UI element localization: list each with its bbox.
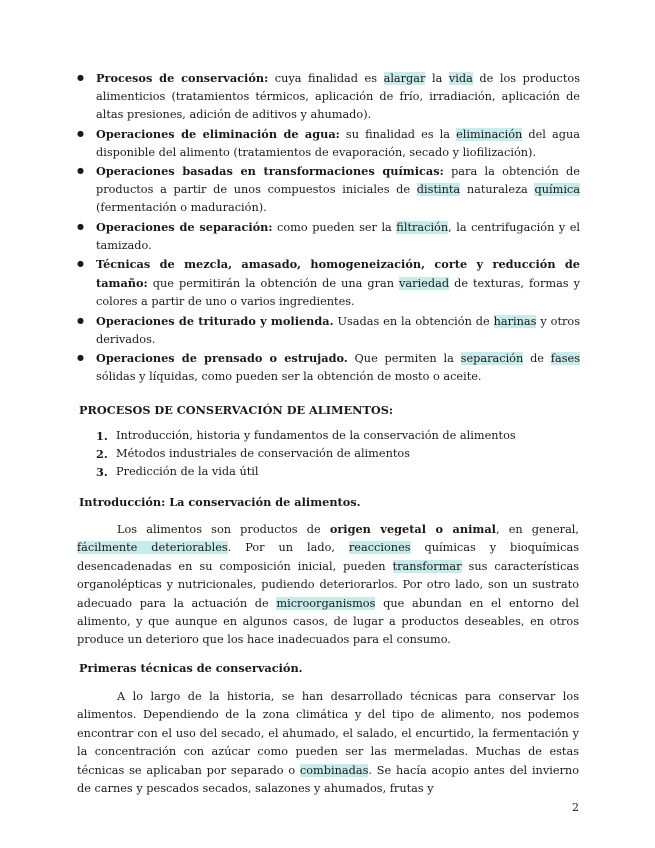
highlighted-term: reacciones [348, 541, 411, 555]
highlighted-term: distinta [416, 183, 461, 197]
heading-primeras-tecnicas: Primeras técnicas de conservación. [79, 661, 303, 675]
highlighted-term: química [534, 183, 580, 197]
bullet-item: ● Procesos de conservación: cuya finalidad es alargar la vida de los productos alimenticios (tratamientos térmicos, aplicación de frío, irradiación, aplicación de altas presiones, adición de aditivos y ahumado). [96, 69, 580, 125]
bullet-item: ● Operaciones de separación: como pueden ser la filtración, la centrifugación y el tamizado. [96, 218, 580, 255]
highlighted-term: eliminación [456, 127, 523, 141]
highlighted-term: transformar [392, 559, 462, 573]
highlighted-term: microorganismos [276, 596, 376, 610]
bullet-item-title: Operaciones de eliminación de agua: [96, 126, 340, 141]
highlighted-term: fases [550, 352, 580, 366]
item-number: 2. [96, 447, 108, 462]
section-title: PROCESOS DE CONSERVACIÓN DE ALIMENTOS: [79, 403, 394, 417]
numbered-list [96, 427, 516, 482]
bold-term: origen vegetal o animal [329, 522, 496, 536]
bullet-item: ● Operaciones de eliminación de agua: su finalidad es la eliminación del agua disponible del alimento (tratamientos de evaporación, secado y liofilización). [96, 125, 580, 162]
item-text: Métodos industriales de conservación de alimentos [116, 447, 410, 461]
bullet-item-title: Técnicas de mezcla, amasado, homogeneización, corte y reducción de tamaño: [96, 257, 580, 291]
bullet-item: ● Operaciones de prensado o estrujado. Que permiten la separación de fases sólidas y líquidas, como pueden ser la obtención de mosto o aceite. [96, 349, 580, 386]
numbered-item [96, 463, 516, 481]
bullet-item-title: Operaciones de separación: [96, 219, 273, 234]
paragraph-introduccion: Los alimentos son productos de origen vegetal o animal, en general, fácilmente deteriorables. Por un lado, reacciones químicas y bioquímicas desencadenadas en su composición inicial, pueden transformar sus características organolépticas y nutricionales, pudiendo deteriorarlos. Por otro lado, son un sustrato adecuado para la actuación de microorganismos que abundan en el entorno del alimento, y que aunque en algunos casos, de lugar a productos deseables, en otros produce un deterioro que los hace inadecuados para el consumo. [77, 522, 580, 647]
bullet-item: ● Operaciones de triturado y molienda. Usadas en la obtención de harinas y otros derivados. [96, 312, 580, 349]
bullet-list [96, 69, 580, 386]
bullet-item: ● Operaciones basadas en transformaciones químicas: para la obtención de productos a partir de unos compuestos iniciales de distinta naturaleza química (fermentación o maduración). [96, 162, 580, 218]
item-number: 1. [96, 429, 108, 443]
item-text: Introducción, historia y fundamentos de la conservación de alimentos [116, 429, 516, 442]
highlighted-term: variedad [399, 277, 450, 291]
highlighted-term: fácilmente deteriorables [77, 541, 228, 555]
bullet-item-title: Operaciones de triturado y molienda. [96, 313, 334, 328]
page-number: 2 [572, 801, 579, 814]
item-text: Predicción de la vida útil [116, 465, 259, 479]
highlighted-term: vida [448, 72, 473, 85]
bullet-item-title: Procesos de conservación: [96, 71, 269, 85]
bullet-item: ● Técnicas de mezcla, amasado, homogeneización, corte y reducción de tamaño: que permitirán la obtención de una gran variedad de texturas, formas y colores a partir de uno o varios ingredientes. [96, 255, 580, 312]
paragraph-primeras-tecnicas: A lo largo de la historia, se han desarrollado técnicas para conservar los alimentos. Dependiendo de la zona climática y del tipo de alimento, nos podemos encontrar con el uso del secado, el ahumado, el salado, el encurtido, la fermentación y la concentración con azúcar como pueden ser las mermeladas. Muchas de estas técnicas se aplicaban por separado o combinadas. Se hacía acopio antes del invierno de carnes y pescados secados, salazones y ahumados, frutas y [77, 690, 579, 796]
highlighted-term: separación [460, 352, 524, 366]
item-number: 3. [96, 465, 108, 480]
numbered-item [96, 427, 516, 445]
highlighted-term: combinadas [299, 763, 369, 777]
heading-introduccion: Introducción: La conservación de alimentos. [79, 495, 361, 509]
bullet-item-title: Operaciones de prensado o estrujado. [96, 351, 348, 366]
bullet-item-title: Operaciones basadas en transformaciones químicas: [96, 164, 444, 179]
highlighted-term: filtración [396, 220, 449, 234]
numbered-item [96, 445, 516, 463]
highlighted-term: harinas [493, 314, 537, 328]
highlighted-term: alargar [383, 72, 426, 85]
